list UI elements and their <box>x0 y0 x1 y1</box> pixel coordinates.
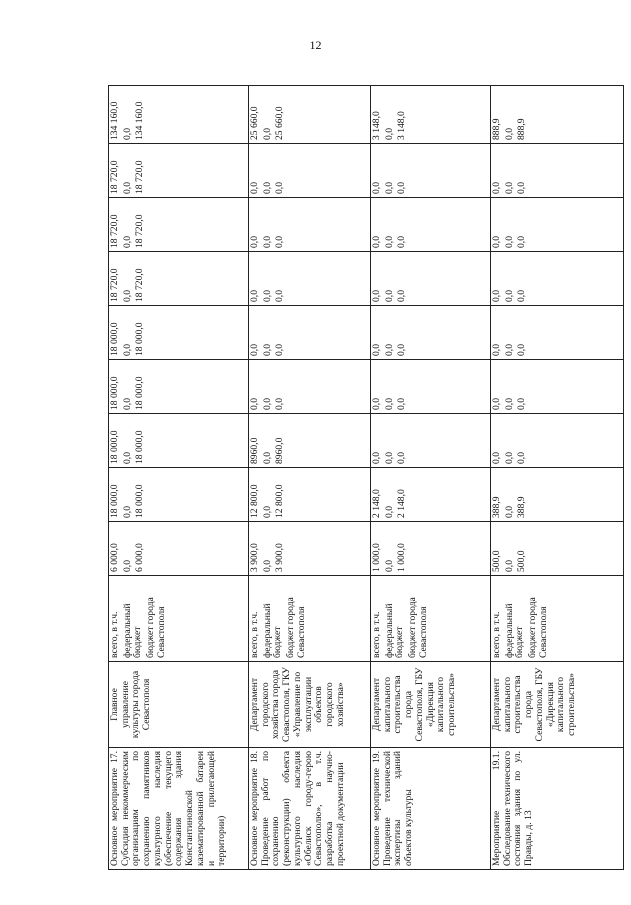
amount-value: 18 720,0 <box>109 268 120 302</box>
year-value-cell-text <box>371 86 409 143</box>
funding-source-cell-text <box>371 576 431 661</box>
amount-value: 18 000,0 <box>134 430 146 464</box>
rotated-table-wrapper <box>108 86 623 870</box>
year-value-cell-text <box>109 414 147 467</box>
amount-value: 0,0 <box>383 290 395 302</box>
year-value-cell-text <box>491 522 529 575</box>
amount-value: 0,0 <box>396 236 408 248</box>
funding-source: бюджет города Севастополя <box>527 597 549 658</box>
amount-value: 18 000,0 <box>134 484 146 518</box>
year-value-cell-text <box>249 86 287 143</box>
year-value-cell <box>371 86 491 144</box>
year-value-cell <box>491 360 624 414</box>
amount-value: 0,0 <box>383 398 395 410</box>
amount-value: 25 660,0 <box>274 106 286 140</box>
amount-value: 18 000,0 <box>109 430 120 464</box>
year-value-cell-text <box>491 144 529 197</box>
amount-value: 0,0 <box>249 344 260 356</box>
year-value-cell-text <box>249 522 287 575</box>
funding-source: всего, в т.ч. <box>249 611 260 658</box>
amount-value: 0,0 <box>121 182 133 194</box>
amount-value: 0,0 <box>371 344 382 356</box>
amount-value: 0,0 <box>121 506 133 518</box>
year-value-cell-text <box>491 468 529 521</box>
year-value-cell <box>109 414 249 468</box>
amount-value: 8960,0 <box>249 437 260 464</box>
amount-value: 0,0 <box>396 398 408 410</box>
amount-value: 0,0 <box>261 506 273 518</box>
amount-value: 0,0 <box>383 236 395 248</box>
amount-value: 0,0 <box>503 236 515 248</box>
year-value-cell <box>491 252 624 306</box>
amount-value: 0,0 <box>383 344 395 356</box>
executor-cell-text: Департамент капитального строительства города Севастополя, ГБУ «Дирекция капитального строительства» <box>491 667 578 742</box>
executor-cell <box>249 662 371 748</box>
year-value-cell-text <box>249 468 287 521</box>
amount-value: 0,0 <box>249 398 260 410</box>
amount-value: 0,0 <box>249 236 260 248</box>
table-row <box>109 86 249 870</box>
amount-value: 0,0 <box>516 182 528 194</box>
amount-value: 388,9 <box>491 496 502 518</box>
amount-value: 0,0 <box>121 290 133 302</box>
amount-value: 0,0 <box>491 398 502 410</box>
amount-value: 0,0 <box>503 398 515 410</box>
amount-value: 134 160,0 <box>134 101 146 140</box>
year-value-cell <box>249 414 371 468</box>
amount-value: 0,0 <box>261 236 273 248</box>
amount-value: 0,0 <box>516 236 528 248</box>
funding-source: всего, в т.ч. <box>109 611 120 658</box>
amount-value: 1 000,0 <box>396 543 408 572</box>
year-value-cell <box>371 522 491 576</box>
amount-value: 0,0 <box>121 560 133 572</box>
amount-value: 0,0 <box>503 452 515 464</box>
funding-source-cell <box>109 576 249 662</box>
amount-value: 0,0 <box>371 182 382 194</box>
measure-name-cell-text: Основное мероприятие 18. Проведение работ по сохранению (реконструкции) объекта культурного наследия «Обелиск городу-герою Севастополю», в т.ч. разработка научно-проектной документации <box>249 751 346 866</box>
amount-value: 18 720,0 <box>109 214 120 248</box>
year-value-cell <box>109 86 249 144</box>
year-value-cell <box>249 252 371 306</box>
year-value-cell <box>249 468 371 522</box>
year-value-cell <box>491 86 624 144</box>
funding-source-cell <box>371 576 491 662</box>
year-value-cell <box>249 86 371 144</box>
year-value-cell-text <box>249 198 287 251</box>
year-value-cell-text <box>491 86 529 143</box>
year-value-cell-text <box>371 468 409 521</box>
year-value-cell-text <box>109 360 147 413</box>
amount-value: 0,0 <box>249 290 260 302</box>
amount-value: 0,0 <box>396 182 408 194</box>
amount-value: 0,0 <box>383 560 395 572</box>
amount-value: 0,0 <box>383 128 395 140</box>
amount-value: 0,0 <box>383 182 395 194</box>
amount-value: 500,0 <box>516 550 528 572</box>
amount-value: 888,9 <box>491 118 502 140</box>
funding-source-cell <box>249 576 371 662</box>
measure-name-cell <box>371 748 491 870</box>
amount-value: 0,0 <box>396 452 408 464</box>
year-value-cell <box>491 144 624 198</box>
amount-value: 25 660,0 <box>249 106 260 140</box>
year-value-cell <box>109 360 249 414</box>
year-value-cell-text <box>249 306 287 359</box>
funding-source: всего, в т.ч. <box>491 611 502 658</box>
amount-value: 0,0 <box>274 344 286 356</box>
amount-value: 18 000,0 <box>109 376 120 410</box>
year-value-cell <box>249 306 371 360</box>
amount-value: 18 720,0 <box>134 214 146 248</box>
amount-value: 0,0 <box>516 398 528 410</box>
year-value-cell <box>371 468 491 522</box>
year-value-cell <box>109 306 249 360</box>
year-value-cell-text <box>371 522 409 575</box>
amount-value: 18 000,0 <box>134 376 146 410</box>
amount-value: 0,0 <box>274 290 286 302</box>
year-value-cell <box>249 360 371 414</box>
year-value-cell <box>491 414 624 468</box>
year-value-cell-text <box>109 306 147 359</box>
page-number: 12 <box>309 38 322 52</box>
amount-value: 0,0 <box>383 506 395 518</box>
amount-value: 3 900,0 <box>249 543 260 572</box>
year-value-cell-text <box>249 360 287 413</box>
table-row <box>249 86 371 870</box>
amount-value: 0,0 <box>396 290 408 302</box>
year-value-cell <box>249 198 371 252</box>
year-value-cell-text <box>249 252 287 305</box>
year-value-cell-text <box>371 306 409 359</box>
amount-value: 0,0 <box>383 452 395 464</box>
funding-source-cell-text <box>491 576 551 661</box>
amount-value: 3 148,0 <box>371 111 382 140</box>
year-value-cell-text <box>249 144 287 197</box>
amount-value: 0,0 <box>516 452 528 464</box>
amount-value: 0,0 <box>261 398 273 410</box>
table-body <box>109 86 624 870</box>
executor-cell-text: Департамент капитального строительства города Севастополя, ГБУ «Дирекция капитального строительства» <box>371 667 458 742</box>
amount-value: 0,0 <box>261 560 273 572</box>
year-value-cell <box>249 144 371 198</box>
amount-value: 888,9 <box>516 118 528 140</box>
amount-value: 1 000,0 <box>371 543 382 572</box>
funding-source: бюджет города Севастополя <box>145 597 167 658</box>
amount-value: 0,0 <box>261 452 273 464</box>
amount-value: 0,0 <box>121 344 133 356</box>
amount-value: 0,0 <box>371 290 382 302</box>
year-value-cell <box>371 198 491 252</box>
year-value-cell-text <box>491 198 529 251</box>
amount-value: 0,0 <box>503 560 515 572</box>
amount-value: 18 720,0 <box>134 268 146 302</box>
funding-source: федеральный бюджет <box>121 603 144 658</box>
amount-value: 0,0 <box>503 128 515 140</box>
year-value-cell-text <box>109 198 147 251</box>
amount-value: 0,0 <box>121 398 133 410</box>
amount-value: 0,0 <box>516 344 528 356</box>
year-value-cell <box>371 252 491 306</box>
measure-name-cell <box>491 748 624 870</box>
year-value-cell-text <box>109 252 147 305</box>
amount-value: 8960,0 <box>274 437 286 464</box>
funding-source: федеральный бюджет <box>503 603 526 658</box>
amount-value: 6 000,0 <box>134 543 146 572</box>
year-value-cell <box>249 522 371 576</box>
measure-name-cell-text: Мероприятие 19.1. Обследование технического состояния здания по ул. Правды, д. 13 <box>491 751 535 866</box>
funding-source: федеральный бюджет <box>383 603 406 658</box>
amount-value: 3 900,0 <box>274 543 286 572</box>
year-value-cell <box>491 198 624 252</box>
measure-name-cell-text: Основное мероприятие 17. Субсидия некоммерческим организациям по сохранению памятников культурного наследия (обеспечение текущего содержания здания Константиновской казематированной батареи и прилегающей территории) <box>109 751 228 866</box>
amount-value: 0,0 <box>491 344 502 356</box>
year-value-cell-text <box>249 414 287 467</box>
year-value-cell <box>371 414 491 468</box>
amount-value: 2 148,0 <box>371 489 382 518</box>
year-value-cell <box>371 360 491 414</box>
amount-value: 0,0 <box>121 452 133 464</box>
amount-value: 0,0 <box>503 344 515 356</box>
executor-cell-text: Главное управление культуры города Севастополя <box>109 670 153 739</box>
year-value-cell-text <box>491 360 529 413</box>
funding-source: бюджет города Севастополя <box>407 597 429 658</box>
year-value-cell <box>109 252 249 306</box>
year-value-cell-text <box>109 468 147 521</box>
amount-value: 0,0 <box>274 398 286 410</box>
funding-source: всего, в т.ч. <box>371 611 382 658</box>
year-value-cell <box>491 306 624 360</box>
amount-value: 3 148,0 <box>396 111 408 140</box>
executor-cell <box>109 662 249 748</box>
amount-value: 6 000,0 <box>109 543 120 572</box>
year-value-cell-text <box>109 144 147 197</box>
amount-value: 18 000,0 <box>109 322 120 356</box>
amount-value: 0,0 <box>261 344 273 356</box>
amount-value: 0,0 <box>503 182 515 194</box>
funding-source-cell <box>491 576 624 662</box>
year-value-cell-text <box>109 86 147 143</box>
amount-value: 18 000,0 <box>134 322 146 356</box>
amount-value: 0,0 <box>491 290 502 302</box>
table-row <box>371 86 491 870</box>
table-row <box>491 86 624 870</box>
year-value-cell-text <box>371 144 409 197</box>
amount-value: 500,0 <box>491 550 502 572</box>
amount-value: 0,0 <box>274 182 286 194</box>
amount-value: 0,0 <box>371 452 382 464</box>
year-value-cell-text <box>371 198 409 251</box>
measure-name-cell <box>109 748 249 870</box>
year-value-cell <box>109 468 249 522</box>
year-value-cell-text <box>371 360 409 413</box>
measure-name-cell-text: Основное мероприятие 19. Проведение технической экспертизы зданий объектов культуры <box>371 751 415 866</box>
year-value-cell <box>491 522 624 576</box>
year-value-cell <box>371 144 491 198</box>
amount-value: 0,0 <box>503 506 515 518</box>
year-value-cell <box>109 522 249 576</box>
measure-name-cell <box>249 748 371 870</box>
year-value-cell-text <box>491 414 529 467</box>
funding-source: бюджет города Севастополя <box>285 597 307 658</box>
funding-source-cell-text <box>249 576 309 661</box>
amount-value: 0,0 <box>121 236 133 248</box>
amount-value: 0,0 <box>491 236 502 248</box>
amount-value: 0,0 <box>371 398 382 410</box>
year-value-cell <box>371 306 491 360</box>
executor-cell-text: Департамент городского хозяйства города Севастополя, ГКУ «Управление по эксплуатации объектов городского хозяйства» <box>249 667 346 742</box>
year-value-cell-text <box>371 414 409 467</box>
amount-value: 0,0 <box>396 344 408 356</box>
amount-value: 12 800,0 <box>249 484 260 518</box>
amount-value: 0,0 <box>371 236 382 248</box>
amount-value: 0,0 <box>261 128 273 140</box>
year-value-cell <box>109 198 249 252</box>
funding-source-cell-text <box>109 576 169 661</box>
amount-value: 0,0 <box>503 290 515 302</box>
amount-value: 0,0 <box>261 182 273 194</box>
executor-cell <box>491 662 624 748</box>
amount-value: 0,0 <box>274 236 286 248</box>
amount-value: 0,0 <box>261 290 273 302</box>
amount-value: 18 000,0 <box>109 484 120 518</box>
year-value-cell-text <box>371 252 409 305</box>
amount-value: 0,0 <box>121 128 133 140</box>
year-value-cell-text <box>491 306 529 359</box>
amount-value: 134 160,0 <box>109 101 120 140</box>
amount-value: 0,0 <box>516 290 528 302</box>
amount-value: 12 800,0 <box>274 484 286 518</box>
amount-value: 0,0 <box>491 182 502 194</box>
amount-value: 0,0 <box>491 452 502 464</box>
year-value-cell <box>109 144 249 198</box>
amount-value: 2 148,0 <box>396 489 408 518</box>
amount-value: 0,0 <box>249 182 260 194</box>
year-value-cell-text <box>491 252 529 305</box>
amount-value: 18 720,0 <box>134 160 146 194</box>
amount-value: 18 720,0 <box>109 160 120 194</box>
executor-cell <box>371 662 491 748</box>
funding-table <box>108 85 624 870</box>
year-value-cell <box>491 468 624 522</box>
funding-source: федеральный бюджет <box>261 603 284 658</box>
amount-value: 388,9 <box>516 496 528 518</box>
year-value-cell-text <box>109 522 147 575</box>
